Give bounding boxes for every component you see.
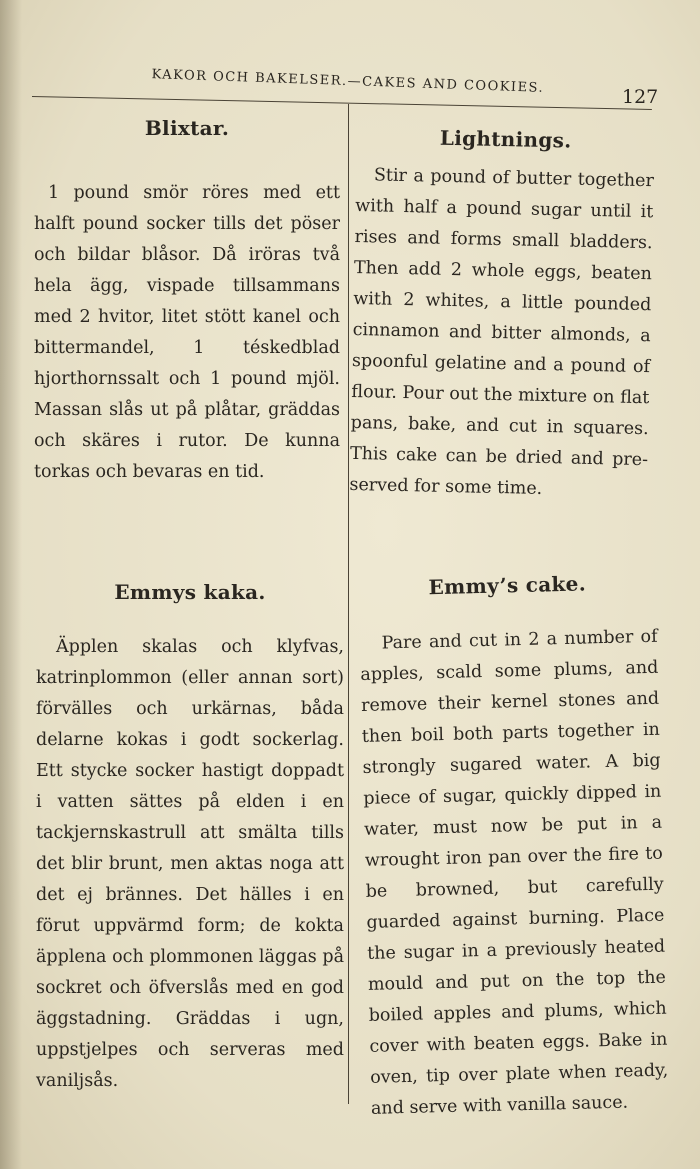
recipe-text-english: Stir a pound of butter together with half a pound sugar until it rises and forms small bladders. Then add 2 whole eggs, beaten with 2 whites, a little pounded cinnamon and bitter almonds, a spoonful gelatine and a pound of flour. Pour out the mixture on flat pans, bake, and cut in squares. This cake can be dried and preserved for some time. [349, 165, 655, 499]
recipe-text-swedish: Äpplen skalas och klyfvas, katrinplommon (eller annan sort) förvälles och urkärnas, båda delarne kokas i godt sockerlag. Ett stycke socker hastigt doppadt i vatten sättes på elden i en tackjernskastrull att smälta tills det blir brunt, men aktas noga att det ej brännes. Det hälles i en förut uppvärmd form; de kokta äpplena och plommonen läggas på sockret och öfverslås med en god äggstadning. Gräddas i ugn, uppstjelpes och serveras med vaniljsås. [36, 637, 344, 1091]
recipe-text-swedish: 1 pound smör röres med ett halft pound socker tills det pöser och bildar blåsor. Då iröras två hela ägg, vispade tillsammans med 2 hvitor, litet stött kanel och bittermandel, 1 téskedblad hjorthornssalt och 1 pound mjöl. Massan slås ut på plåtar, gräddas och skäres i rutor. De kunna torkas och bevaras en tid. [34, 183, 340, 482]
column-divider [348, 104, 349, 1104]
running-title: KAKOR OCH BAKELSER.—CAKES AND COOKIES. [151, 67, 545, 96]
page-number: 127 [622, 86, 659, 108]
recipe-title-english: Emmy’s cake. [428, 571, 587, 600]
recipe-text-english: Pare and cut in 2 a number of apples, scald some plums, and remove their kernel stones and then boil both parts together in strongly sugared water. A big piece of sugar, quickly dipped in water, must now be put in a wrought iron pan over the fire to be browned, but carefully guarded against burning. Place the sugar in a previously heated mould and put on the top the boiled apples and plums, which cover with beaten eggs. Bake in oven, tip over plate when ready, and serve with vanilla sauce. [360, 626, 669, 1119]
spine-shadow [0, 0, 22, 1169]
recipe-swedish-blixtar [34, 116, 340, 488]
recipe-english-emmys-cake [358, 570, 669, 1125]
recipe-english-lightnings [349, 124, 655, 507]
header-rule [32, 96, 652, 110]
recipe-title-swedish: Emmys kaka. [114, 580, 266, 604]
recipe-swedish-emmys-kaka [36, 580, 344, 1097]
recipe-title-swedish: Blixtar. [144, 116, 230, 140]
recipe-title-english: Lightnings. [439, 125, 572, 153]
